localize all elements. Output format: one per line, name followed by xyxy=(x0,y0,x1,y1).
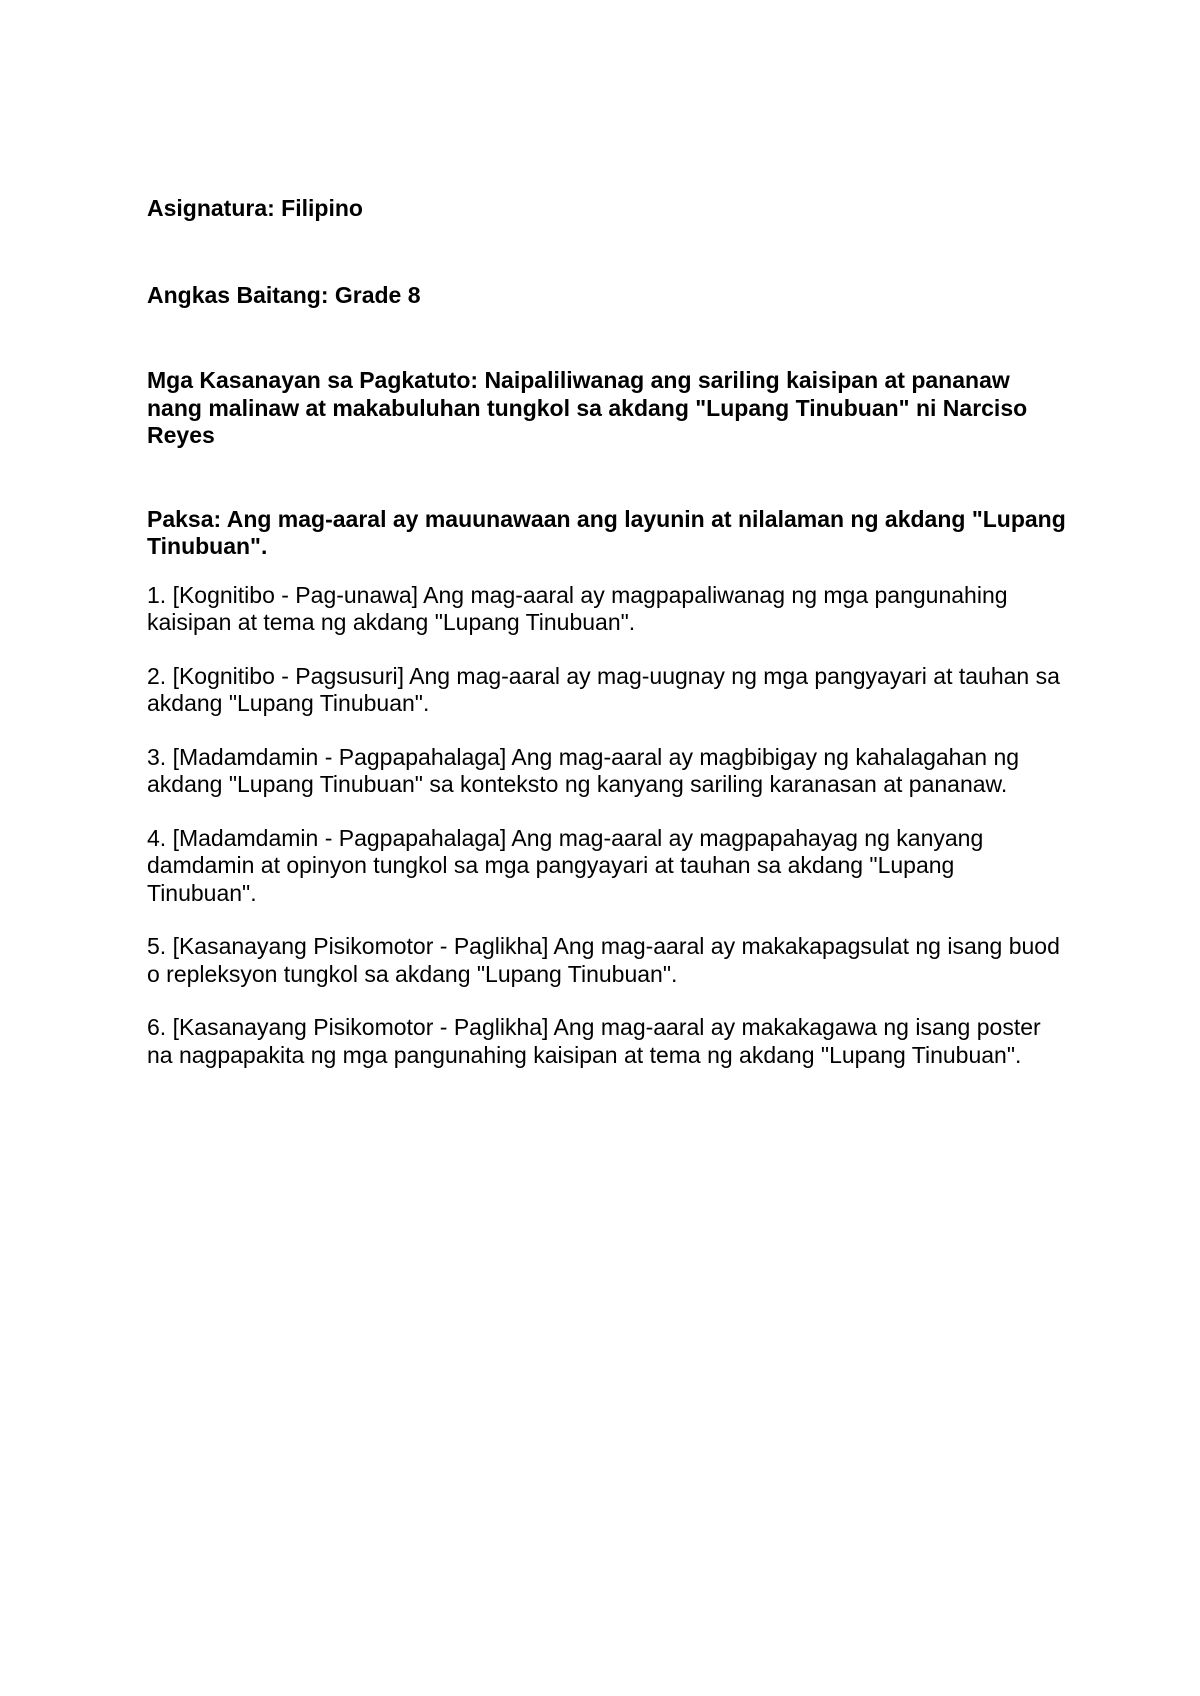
objective-item: 2. [Kognitibo - Pagsusuri] Ang mag-aaral ay mag-uugnay ng mga pangyayari at tauhan sa akdang "Lupang Tinubuan". xyxy=(147,662,1060,716)
objectives-list xyxy=(147,582,1067,1070)
objective-item: 6. [Kasanayang Pisikomotor - Paglikha] Ang mag-aaral ay makakagawa ng isang poster na nagpapakita ng mga pangunahing kaisipan at tema ng akdang "Lupang Tinubuan". xyxy=(147,1014,1041,1068)
objective-item: 3. [Madamdamin - Pagpapahalaga] Ang mag-aaral ay magbibigay ng kahalagahan ng akdang "Lupang Tinubuan" sa konteksto ng kanyang sariling karanasan at pananaw. xyxy=(147,743,1020,797)
objective-item: 5. [Kasanayang Pisikomotor - Paglikha] Ang mag-aaral ay makakapagsulat ng isang buod o repleksyon tungkol sa akdang "Lupang Tinubuan". xyxy=(147,933,1060,987)
topic-heading: Paksa: Ang mag-aaral ay mauunawaan ang layunin at nilalaman ng akdang "Lupang Tinubuan". xyxy=(147,505,1066,559)
grade-level-heading: Angkas Baitang: Grade 8 xyxy=(147,281,421,308)
document-content xyxy=(147,195,1067,1095)
objective-item: 4. [Madamdamin - Pagpapahalaga] Ang mag-aaral ay magpapahayag ng kanyang damdamin at opinyon tungkol sa mga pangyayari at tauhan sa akdang "Lupang Tinubuan". xyxy=(147,824,984,906)
learning-competency-heading: Mga Kasanayan sa Pagkatuto: Naipaliliwanag ang sariling kaisipan at pananaw nang malinaw at makabuluhan tungkol sa akdang "Lupang Tinubuan" ni Narciso Reyes xyxy=(147,367,1028,448)
subject-heading: Asignatura: Filipino xyxy=(147,195,363,221)
objective-item: 1. [Kognitibo - Pag-unawa] Ang mag-aaral ay magpapaliwanag ng mga pangunahing kaisipan at tema ng akdang "Lupang Tinubuan". xyxy=(147,581,1008,635)
